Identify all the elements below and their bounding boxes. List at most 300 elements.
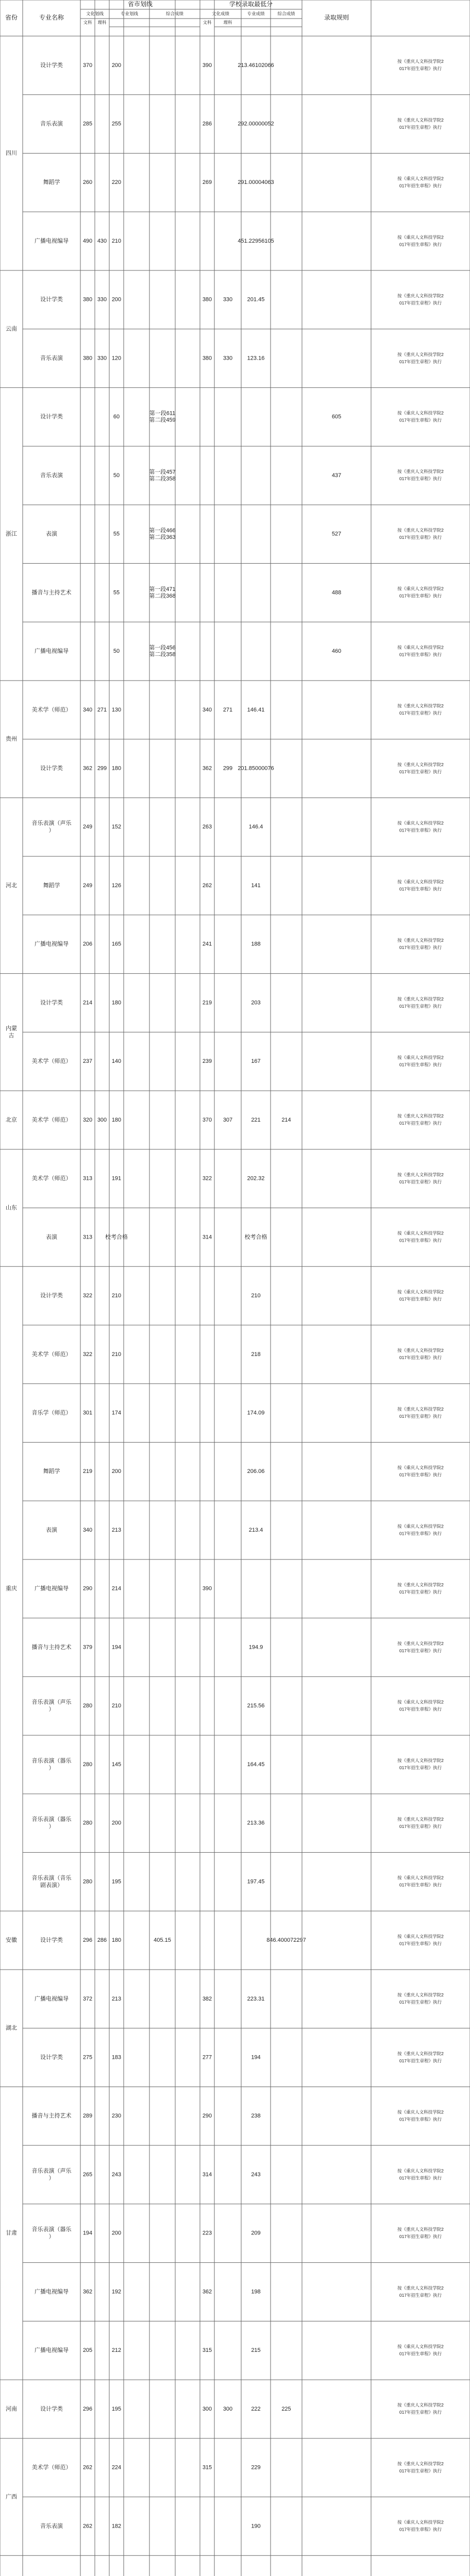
row-major: 广播电视编导 bbox=[35, 1995, 69, 2002]
row-major: 音乐表演（器乐 bbox=[31, 2226, 72, 2233]
row-cell: 180 bbox=[111, 999, 122, 1006]
header-culture: 文化划线 bbox=[86, 11, 104, 16]
row-rule-line-1: 按《重庆人文科技学院2 bbox=[397, 410, 444, 416]
row-cell: 202.32 bbox=[247, 1175, 265, 1182]
row-cell: 322 bbox=[82, 1351, 93, 1358]
row-rule-line-1: 按《重庆人文科技学院2 bbox=[397, 2461, 444, 2466]
row-major: 美术学（师范） bbox=[31, 2464, 72, 2471]
row-major: 美术学（师范） bbox=[31, 1351, 72, 1358]
row-major: 表演 bbox=[46, 1527, 57, 1533]
row-cell: 205 bbox=[82, 2347, 93, 2354]
row-cell: 167 bbox=[251, 1058, 261, 1065]
row-cell: 390 bbox=[202, 62, 212, 69]
row-rule-line-2: 017年招生章程》执行 bbox=[399, 827, 442, 833]
header-comprehensive: 综合成绩 bbox=[165, 11, 184, 16]
row-cell: 第一段471 bbox=[149, 586, 176, 592]
header-li-2: 理科 bbox=[223, 20, 232, 25]
province-label: 山东 bbox=[6, 1205, 17, 1211]
row-rule-line-2: 017年招生章程》执行 bbox=[399, 593, 442, 599]
row-cell: 219 bbox=[82, 1468, 93, 1475]
row-rule-line-2: 017年招生章程》执行 bbox=[399, 1121, 442, 1126]
row-rule-line-2: 017年招生章程》执行 bbox=[399, 242, 442, 247]
row-major: ） bbox=[48, 1765, 55, 1771]
province-label: 北京 bbox=[6, 1116, 17, 1123]
row-cell: 191 bbox=[111, 1175, 122, 1182]
row-cell: 183 bbox=[111, 2054, 122, 2061]
row-cell: 213.46102066 bbox=[238, 62, 274, 69]
row-cell: 846.400072297 bbox=[266, 1937, 306, 1944]
row-rule-line-2: 017年招生章程》执行 bbox=[399, 2116, 442, 2122]
row-cell: 123.16 bbox=[247, 355, 265, 362]
row-cell: 277 bbox=[202, 2054, 212, 2061]
row-cell: 194 bbox=[111, 1644, 122, 1651]
row-major: 设计学类 bbox=[40, 2054, 63, 2061]
row-cell: 527 bbox=[331, 531, 342, 537]
row-rule-line-2: 017年招生章程》执行 bbox=[399, 2410, 442, 2415]
row-rule-line-1: 按《重庆人文科技学院2 bbox=[397, 1758, 444, 1764]
row-cell: 223.31 bbox=[247, 1995, 265, 2002]
row-major: 广播电视编导 bbox=[35, 648, 69, 655]
row-major: 音乐表演（音乐 bbox=[31, 1875, 72, 1882]
row-cell: 292.00000052 bbox=[238, 121, 274, 127]
row-cell: 313 bbox=[82, 1234, 93, 1241]
row-rule-line-2: 017年招生章程》执行 bbox=[399, 1882, 442, 1888]
row-cell: 314 bbox=[202, 1234, 212, 1241]
row-cell: 190 bbox=[251, 2523, 261, 2530]
row-rule-line-2: 017年招生章程》执行 bbox=[399, 1589, 442, 1595]
row-cell: 280 bbox=[82, 1820, 93, 1826]
province-label: 广西 bbox=[6, 2494, 17, 2500]
row-rule-line-2: 017年招生章程》执行 bbox=[399, 476, 442, 482]
row-cell: 362 bbox=[82, 2289, 93, 2295]
row-cell: 165 bbox=[111, 941, 122, 947]
province-label: 河北 bbox=[6, 882, 17, 889]
province-label: 甘肃 bbox=[6, 2230, 17, 2236]
row-rule-line-1: 按《重庆人文科技学院2 bbox=[397, 1582, 444, 1588]
province-label: 四川 bbox=[6, 150, 17, 157]
row-cell: 213.4 bbox=[248, 1527, 263, 1533]
row-cell: 第一段611 bbox=[149, 410, 176, 417]
row-cell: 362 bbox=[202, 765, 212, 772]
row-rule-line-2: 017年招生章程》执行 bbox=[399, 2058, 442, 2063]
row-rule-line-1: 按《重庆人文科技学院2 bbox=[397, 586, 444, 591]
row-rule-line-2: 017年招生章程》执行 bbox=[399, 417, 442, 423]
province-label: 古 bbox=[8, 1032, 14, 1039]
row-cell: 382 bbox=[202, 1995, 212, 2002]
row-cell: 192 bbox=[111, 2289, 122, 2295]
row-cell: 265 bbox=[82, 2171, 93, 2178]
row-cell: 194.9 bbox=[248, 1644, 263, 1651]
row-cell: 198 bbox=[251, 2289, 261, 2295]
row-cell: 313 bbox=[82, 1175, 93, 1182]
row-cell: 490 bbox=[82, 238, 93, 244]
row-rule-line-2: 017年招生章程》执行 bbox=[399, 1238, 442, 1243]
row-rule-line-1: 按《重庆人文科技学院2 bbox=[397, 1406, 444, 1412]
row-cell: 379 bbox=[82, 1644, 93, 1651]
row-major: 剧表演） bbox=[40, 1882, 63, 1889]
row-cell: 210 bbox=[111, 1351, 122, 1358]
row-rule-line-1: 按《重庆人文科技学院2 bbox=[397, 1348, 444, 1353]
row-cell: 243 bbox=[111, 2171, 122, 2178]
row-cell: 238 bbox=[251, 2113, 261, 2120]
header-major: 专业名称 bbox=[39, 14, 64, 22]
row-rule-line-1: 按《重庆人文科技学院2 bbox=[397, 1640, 444, 1646]
row-cell: 285 bbox=[82, 121, 93, 127]
row-cell: 280 bbox=[82, 1703, 93, 1709]
row-rule-line-2: 017年招生章程》执行 bbox=[399, 359, 442, 364]
row-major: 播音与主持艺术 bbox=[31, 2113, 72, 2120]
row-cell: 220 bbox=[111, 179, 122, 186]
row-rule-line-1: 按《重庆人文科技学院2 bbox=[397, 703, 444, 709]
row-cell: 300 bbox=[97, 1116, 107, 1123]
row-rule-line-2: 017年招生章程》执行 bbox=[399, 1179, 442, 1184]
row-rule-line-1: 按《重庆人文科技学院2 bbox=[397, 351, 444, 357]
row-major: 音乐表演 bbox=[40, 121, 63, 127]
row-rule-line-2: 017年招生章程》执行 bbox=[399, 1765, 442, 1771]
row-major: 音乐表演（声乐 bbox=[31, 2167, 72, 2174]
row-rule-line-2: 017年招生章程》执行 bbox=[399, 1062, 442, 1067]
row-cell: 145 bbox=[111, 1761, 122, 1768]
row-cell: 210 bbox=[111, 1703, 122, 1709]
row-cell: 200 bbox=[111, 2230, 122, 2236]
row-cell: 314 bbox=[202, 2171, 212, 2178]
row-rule-line-1: 按《重庆人文科技学院2 bbox=[397, 234, 444, 240]
row-major: 音乐表演 bbox=[40, 355, 63, 362]
row-cell: 239 bbox=[202, 1058, 212, 1065]
province-label: 浙江 bbox=[6, 531, 17, 537]
row-cell: 290 bbox=[82, 1585, 93, 1592]
row-major: 表演 bbox=[46, 1234, 57, 1241]
row-cell: 194 bbox=[251, 2054, 261, 2061]
row-cell: 605 bbox=[331, 414, 342, 420]
row-rule-line-2: 017年招生章程》执行 bbox=[399, 1531, 442, 1536]
row-cell: 315 bbox=[202, 2464, 212, 2471]
row-cell: 213.36 bbox=[247, 1820, 265, 1826]
row-cell: 203 bbox=[251, 999, 261, 1006]
row-major: 舞蹈学 bbox=[43, 179, 60, 186]
row-cell: 223 bbox=[202, 2230, 212, 2236]
row-cell: 180 bbox=[111, 1937, 122, 1944]
row-cell: 174.09 bbox=[247, 1410, 265, 1416]
row-cell: 校考合格 bbox=[105, 1234, 128, 1241]
row-cell: 200 bbox=[111, 1468, 122, 1475]
row-cell: 241 bbox=[202, 941, 212, 947]
row-rule-line-1: 按《重庆人文科技学院2 bbox=[397, 2050, 444, 2056]
header-culture-score: 文化成绩 bbox=[211, 11, 230, 16]
row-rule-line-2: 017年招生章程》执行 bbox=[399, 2351, 442, 2357]
row-cell: 55 bbox=[113, 589, 120, 596]
row-major: ） bbox=[48, 827, 55, 834]
row-cell: 164.45 bbox=[247, 1761, 265, 1768]
row-cell: 校考合格 bbox=[244, 1234, 267, 1241]
row-rule-line-1: 按《重庆人文科技学院2 bbox=[397, 527, 444, 533]
row-cell: 340 bbox=[82, 1527, 93, 1533]
row-cell: 296 bbox=[82, 2405, 93, 2412]
row-cell: 320 bbox=[82, 1116, 93, 1123]
header-specialty-score: 专业成绩 bbox=[247, 11, 265, 16]
row-rule-line-1: 按《重庆人文科技学院2 bbox=[397, 1465, 444, 1470]
row-cell: 262 bbox=[82, 2523, 93, 2530]
row-cell: 263 bbox=[202, 824, 212, 831]
row-rule-line-2: 017年招生章程》执行 bbox=[399, 1472, 442, 1478]
row-cell: 390 bbox=[202, 1585, 212, 1592]
row-cell: 第二段368 bbox=[149, 592, 176, 599]
row-cell: 271 bbox=[223, 706, 233, 713]
row-cell: 299 bbox=[223, 765, 233, 772]
header-wen-1: 文科 bbox=[83, 20, 92, 25]
row-rule-line-2: 017年招生章程》执行 bbox=[399, 2468, 442, 2473]
row-rule-line-1: 按《重庆人文科技学院2 bbox=[397, 1934, 444, 1939]
row-major: 美术学（师范） bbox=[31, 1116, 72, 1123]
row-rule-line-1: 按《重庆人文科技学院2 bbox=[397, 2109, 444, 2115]
row-cell: 262 bbox=[202, 882, 212, 889]
row-cell: 243 bbox=[251, 2171, 261, 2178]
row-cell: 300 bbox=[223, 2405, 233, 2412]
row-cell: 201.85000076 bbox=[238, 765, 274, 772]
row-cell: 206 bbox=[82, 941, 93, 947]
province-label: 内蒙 bbox=[6, 1025, 17, 1032]
row-rule-line-1: 按《重庆人文科技学院2 bbox=[397, 1172, 444, 1177]
row-cell: 229 bbox=[251, 2464, 261, 2471]
row-rule-line-2: 017年招生章程》执行 bbox=[399, 1355, 442, 1361]
row-rule-line-2: 017年招生章程》执行 bbox=[399, 945, 442, 951]
row-cell: 141 bbox=[251, 882, 261, 889]
row-cell: 269 bbox=[202, 179, 212, 186]
row-cell: 275 bbox=[82, 2054, 93, 2061]
header-school-group: 学校录取最低分 bbox=[229, 1, 273, 8]
row-major: 音乐表演 bbox=[40, 2523, 63, 2530]
row-cell: 第一段466 bbox=[149, 528, 176, 534]
row-cell: 174 bbox=[111, 1410, 122, 1416]
row-rule-line-1: 按《重庆人文科技学院2 bbox=[397, 1523, 444, 1529]
row-rule-line-1: 按《重庆人文科技学院2 bbox=[397, 1055, 444, 1060]
row-rule-line-2: 017年招生章程》执行 bbox=[399, 1999, 442, 2005]
header-wen-2: 文科 bbox=[203, 20, 212, 25]
row-rule-line-1: 按《重庆人文科技学院2 bbox=[397, 1230, 444, 1236]
row-cell: 219 bbox=[202, 999, 212, 1006]
row-cell: 370 bbox=[82, 62, 93, 69]
row-cell: 188 bbox=[251, 941, 261, 947]
row-major: 舞蹈学 bbox=[43, 882, 60, 889]
row-major: 设计学类 bbox=[40, 414, 63, 420]
row-cell: 249 bbox=[82, 882, 93, 889]
row-cell: 197.45 bbox=[247, 1878, 265, 1885]
row-cell: 286 bbox=[202, 121, 212, 127]
row-rule-line-2: 017年招生章程》执行 bbox=[399, 1823, 442, 1829]
row-rule-line-2: 017年招生章程》执行 bbox=[399, 2527, 442, 2532]
row-cell: 286 bbox=[97, 1937, 107, 1944]
row-cell: 380 bbox=[202, 355, 212, 362]
row-cell: 380 bbox=[202, 296, 212, 303]
row-rule-line-1: 按《重庆人文科技学院2 bbox=[397, 938, 444, 943]
row-cell: 260 bbox=[82, 179, 93, 186]
row-cell: 50 bbox=[113, 472, 120, 479]
row-major: 广播电视编导 bbox=[35, 1585, 69, 1592]
row-cell: 210 bbox=[251, 1293, 261, 1299]
row-cell: 第一段457 bbox=[149, 469, 176, 476]
row-cell: 180 bbox=[111, 1116, 122, 1123]
province-label: 云南 bbox=[6, 326, 17, 332]
row-cell: 215 bbox=[251, 2347, 261, 2354]
row-rule-line-1: 按《重庆人文科技学院2 bbox=[397, 879, 444, 885]
header-school-comprehensive: 综合成绩 bbox=[277, 11, 295, 16]
row-major: 广播电视编导 bbox=[35, 2289, 69, 2295]
row-rule-line-1: 按《重庆人文科技学院2 bbox=[397, 761, 444, 767]
row-cell: 140 bbox=[111, 1058, 122, 1065]
header-li-1: 理科 bbox=[97, 20, 107, 25]
row-major: 美术学（师范） bbox=[31, 1058, 72, 1065]
row-rule-line-1: 按《重庆人文科技学院2 bbox=[397, 117, 444, 123]
row-rule-line-2: 017年招生章程》执行 bbox=[399, 1648, 442, 1653]
row-cell: 224 bbox=[111, 2464, 122, 2471]
row-cell: 195 bbox=[111, 1878, 122, 1885]
row-major: ） bbox=[48, 2233, 55, 2240]
row-cell: 200 bbox=[111, 62, 122, 69]
row-rule-line-2: 017年招生章程》执行 bbox=[399, 710, 442, 716]
row-rule-line-2: 017年招生章程》执行 bbox=[399, 886, 442, 892]
row-rule-line-2: 017年招生章程》执行 bbox=[399, 652, 442, 657]
row-cell: 330 bbox=[223, 355, 233, 362]
row-rule-line-1: 按《重庆人文科技学院2 bbox=[397, 2519, 444, 2525]
row-rule-line-2: 017年招生章程》执行 bbox=[399, 534, 442, 540]
row-major: 设计学类 bbox=[40, 1937, 63, 1944]
row-cell: 372 bbox=[82, 1995, 93, 2002]
row-cell: 330 bbox=[223, 296, 233, 303]
row-cell: 214 bbox=[82, 999, 93, 1006]
header-province: 省份 bbox=[5, 14, 18, 22]
row-cell: 225 bbox=[281, 2405, 291, 2412]
row-cell: 222 bbox=[251, 2405, 261, 2412]
row-cell: 299 bbox=[97, 765, 107, 772]
row-cell: 280 bbox=[82, 1761, 93, 1768]
province-label: 重庆 bbox=[6, 1585, 17, 1592]
row-cell: 307 bbox=[223, 1116, 233, 1123]
row-rule-line-1: 按《重庆人文科技学院2 bbox=[397, 176, 444, 181]
row-rule-line-2: 017年招生章程》执行 bbox=[399, 124, 442, 130]
row-rule-line-1: 按《重庆人文科技学院2 bbox=[397, 996, 444, 1002]
row-major: ） bbox=[48, 1706, 55, 1713]
row-major: 舞蹈学 bbox=[43, 1468, 60, 1475]
row-rule-line-1: 按《重庆人文科技学院2 bbox=[397, 820, 444, 826]
row-major: 音乐表演 bbox=[40, 472, 63, 479]
row-cell: 209 bbox=[251, 2230, 261, 2236]
row-rule-line-2: 017年招生章程》执行 bbox=[399, 1003, 442, 1009]
header-line-group: 省市划线 bbox=[127, 1, 153, 8]
row-cell: 430 bbox=[97, 238, 107, 244]
row-rule-line-2: 017年招生章程》执行 bbox=[399, 300, 442, 306]
row-cell: 200 bbox=[111, 1820, 122, 1826]
row-cell: 206.06 bbox=[247, 1468, 265, 1475]
row-major: 设计学类 bbox=[40, 62, 63, 69]
row-cell: 194 bbox=[82, 2230, 93, 2236]
row-cell: 146.41 bbox=[247, 706, 265, 713]
row-cell: 255 bbox=[111, 121, 122, 127]
row-major: 播音与主持艺术 bbox=[31, 589, 72, 596]
row-major: 设计学类 bbox=[40, 2405, 63, 2412]
row-major: 广播电视编导 bbox=[35, 941, 69, 947]
row-cell: 152 bbox=[111, 824, 122, 831]
row-rule-line-1: 按《重庆人文科技学院2 bbox=[397, 2285, 444, 2291]
row-cell: 289 bbox=[82, 2113, 93, 2120]
row-major: 设计学类 bbox=[40, 1293, 63, 1299]
row-cell: 362 bbox=[202, 2289, 212, 2295]
row-rule-line-1: 按《重庆人文科技学院2 bbox=[397, 1992, 444, 1998]
row-cell: 437 bbox=[331, 472, 342, 479]
row-major: ） bbox=[48, 2175, 55, 2181]
row-rule-line-1: 按《重庆人文科技学院2 bbox=[397, 1816, 444, 1822]
row-cell: 200 bbox=[111, 296, 122, 303]
row-cell: 290 bbox=[202, 2113, 212, 2120]
row-cell: 330 bbox=[97, 296, 107, 303]
row-cell: 60 bbox=[113, 414, 120, 420]
row-rule-line-2: 017年招生章程》执行 bbox=[399, 1941, 442, 1946]
row-rule-line-1: 按《重庆人文科技学院2 bbox=[397, 1699, 444, 1705]
row-cell: 322 bbox=[202, 1175, 212, 1182]
row-rule-line-2: 017年招生章程》执行 bbox=[399, 2175, 442, 2181]
row-cell: 330 bbox=[97, 355, 107, 362]
row-rule-line-2: 017年招生章程》执行 bbox=[399, 1706, 442, 1712]
row-cell: 213 bbox=[111, 1527, 122, 1533]
province-label: 贵州 bbox=[6, 736, 17, 742]
row-cell: 130 bbox=[111, 706, 122, 713]
row-major: 广播电视编导 bbox=[35, 238, 69, 244]
row-rule-line-1: 按《重庆人文科技学院2 bbox=[397, 2402, 444, 2408]
row-cell: 221 bbox=[251, 1116, 261, 1123]
row-cell: 210 bbox=[111, 1293, 122, 1299]
row-major: 音乐表演（器乐 bbox=[31, 1757, 72, 1764]
row-rule-line-2: 017年招生章程》执行 bbox=[399, 769, 442, 774]
row-cell: 120 bbox=[111, 355, 122, 362]
row-rule-line-2: 017年招生章程》执行 bbox=[399, 1413, 442, 1419]
row-major: 设计学类 bbox=[40, 296, 63, 303]
row-rule-line-2: 017年招生章程》执行 bbox=[399, 1296, 442, 1302]
row-cell: 218 bbox=[251, 1351, 261, 1358]
row-cell: 230 bbox=[111, 2113, 122, 2120]
row-cell: 212 bbox=[111, 2347, 122, 2354]
row-major: 音乐学（师范） bbox=[31, 1410, 72, 1416]
row-rule-line-1: 按《重庆人文科技学院2 bbox=[397, 1875, 444, 1880]
row-cell: 215.56 bbox=[247, 1703, 265, 1709]
row-cell: 146.4 bbox=[248, 824, 263, 831]
row-rule-line-1: 按《重庆人文科技学院2 bbox=[397, 1289, 444, 1295]
row-cell: 271 bbox=[97, 706, 107, 713]
row-cell: 第二段363 bbox=[149, 534, 176, 541]
row-cell: 262 bbox=[82, 2464, 93, 2471]
row-major: 音乐表演（声乐 bbox=[31, 1699, 72, 1706]
row-major: 音乐表演（声乐 bbox=[31, 820, 72, 827]
row-major: 美术学（师范） bbox=[31, 706, 72, 713]
row-cell: 380 bbox=[82, 355, 93, 362]
row-cell: 380 bbox=[82, 296, 93, 303]
row-cell: 180 bbox=[111, 765, 122, 772]
row-major: 广播电视编导 bbox=[35, 2347, 69, 2354]
row-cell: 第二段358 bbox=[149, 476, 176, 482]
row-cell: 340 bbox=[202, 706, 212, 713]
row-major: ） bbox=[48, 1823, 55, 1830]
row-cell: 210 bbox=[111, 238, 122, 244]
row-major: 表演 bbox=[46, 531, 57, 537]
row-cell: 488 bbox=[331, 589, 342, 596]
row-rule-line-2: 017年招生章程》执行 bbox=[399, 183, 442, 189]
row-major: 设计学类 bbox=[40, 765, 63, 772]
row-cell: 201.45 bbox=[247, 296, 265, 303]
row-rule-line-1: 按《重庆人文科技学院2 bbox=[397, 2168, 444, 2174]
row-cell: 213 bbox=[111, 1995, 122, 2002]
row-rule-line-1: 按《重庆人文科技学院2 bbox=[397, 645, 444, 650]
row-cell: 296 bbox=[82, 1937, 93, 1944]
row-cell: 214 bbox=[111, 1585, 122, 1592]
row-rule-line-2: 017年招生章程》执行 bbox=[399, 66, 442, 72]
